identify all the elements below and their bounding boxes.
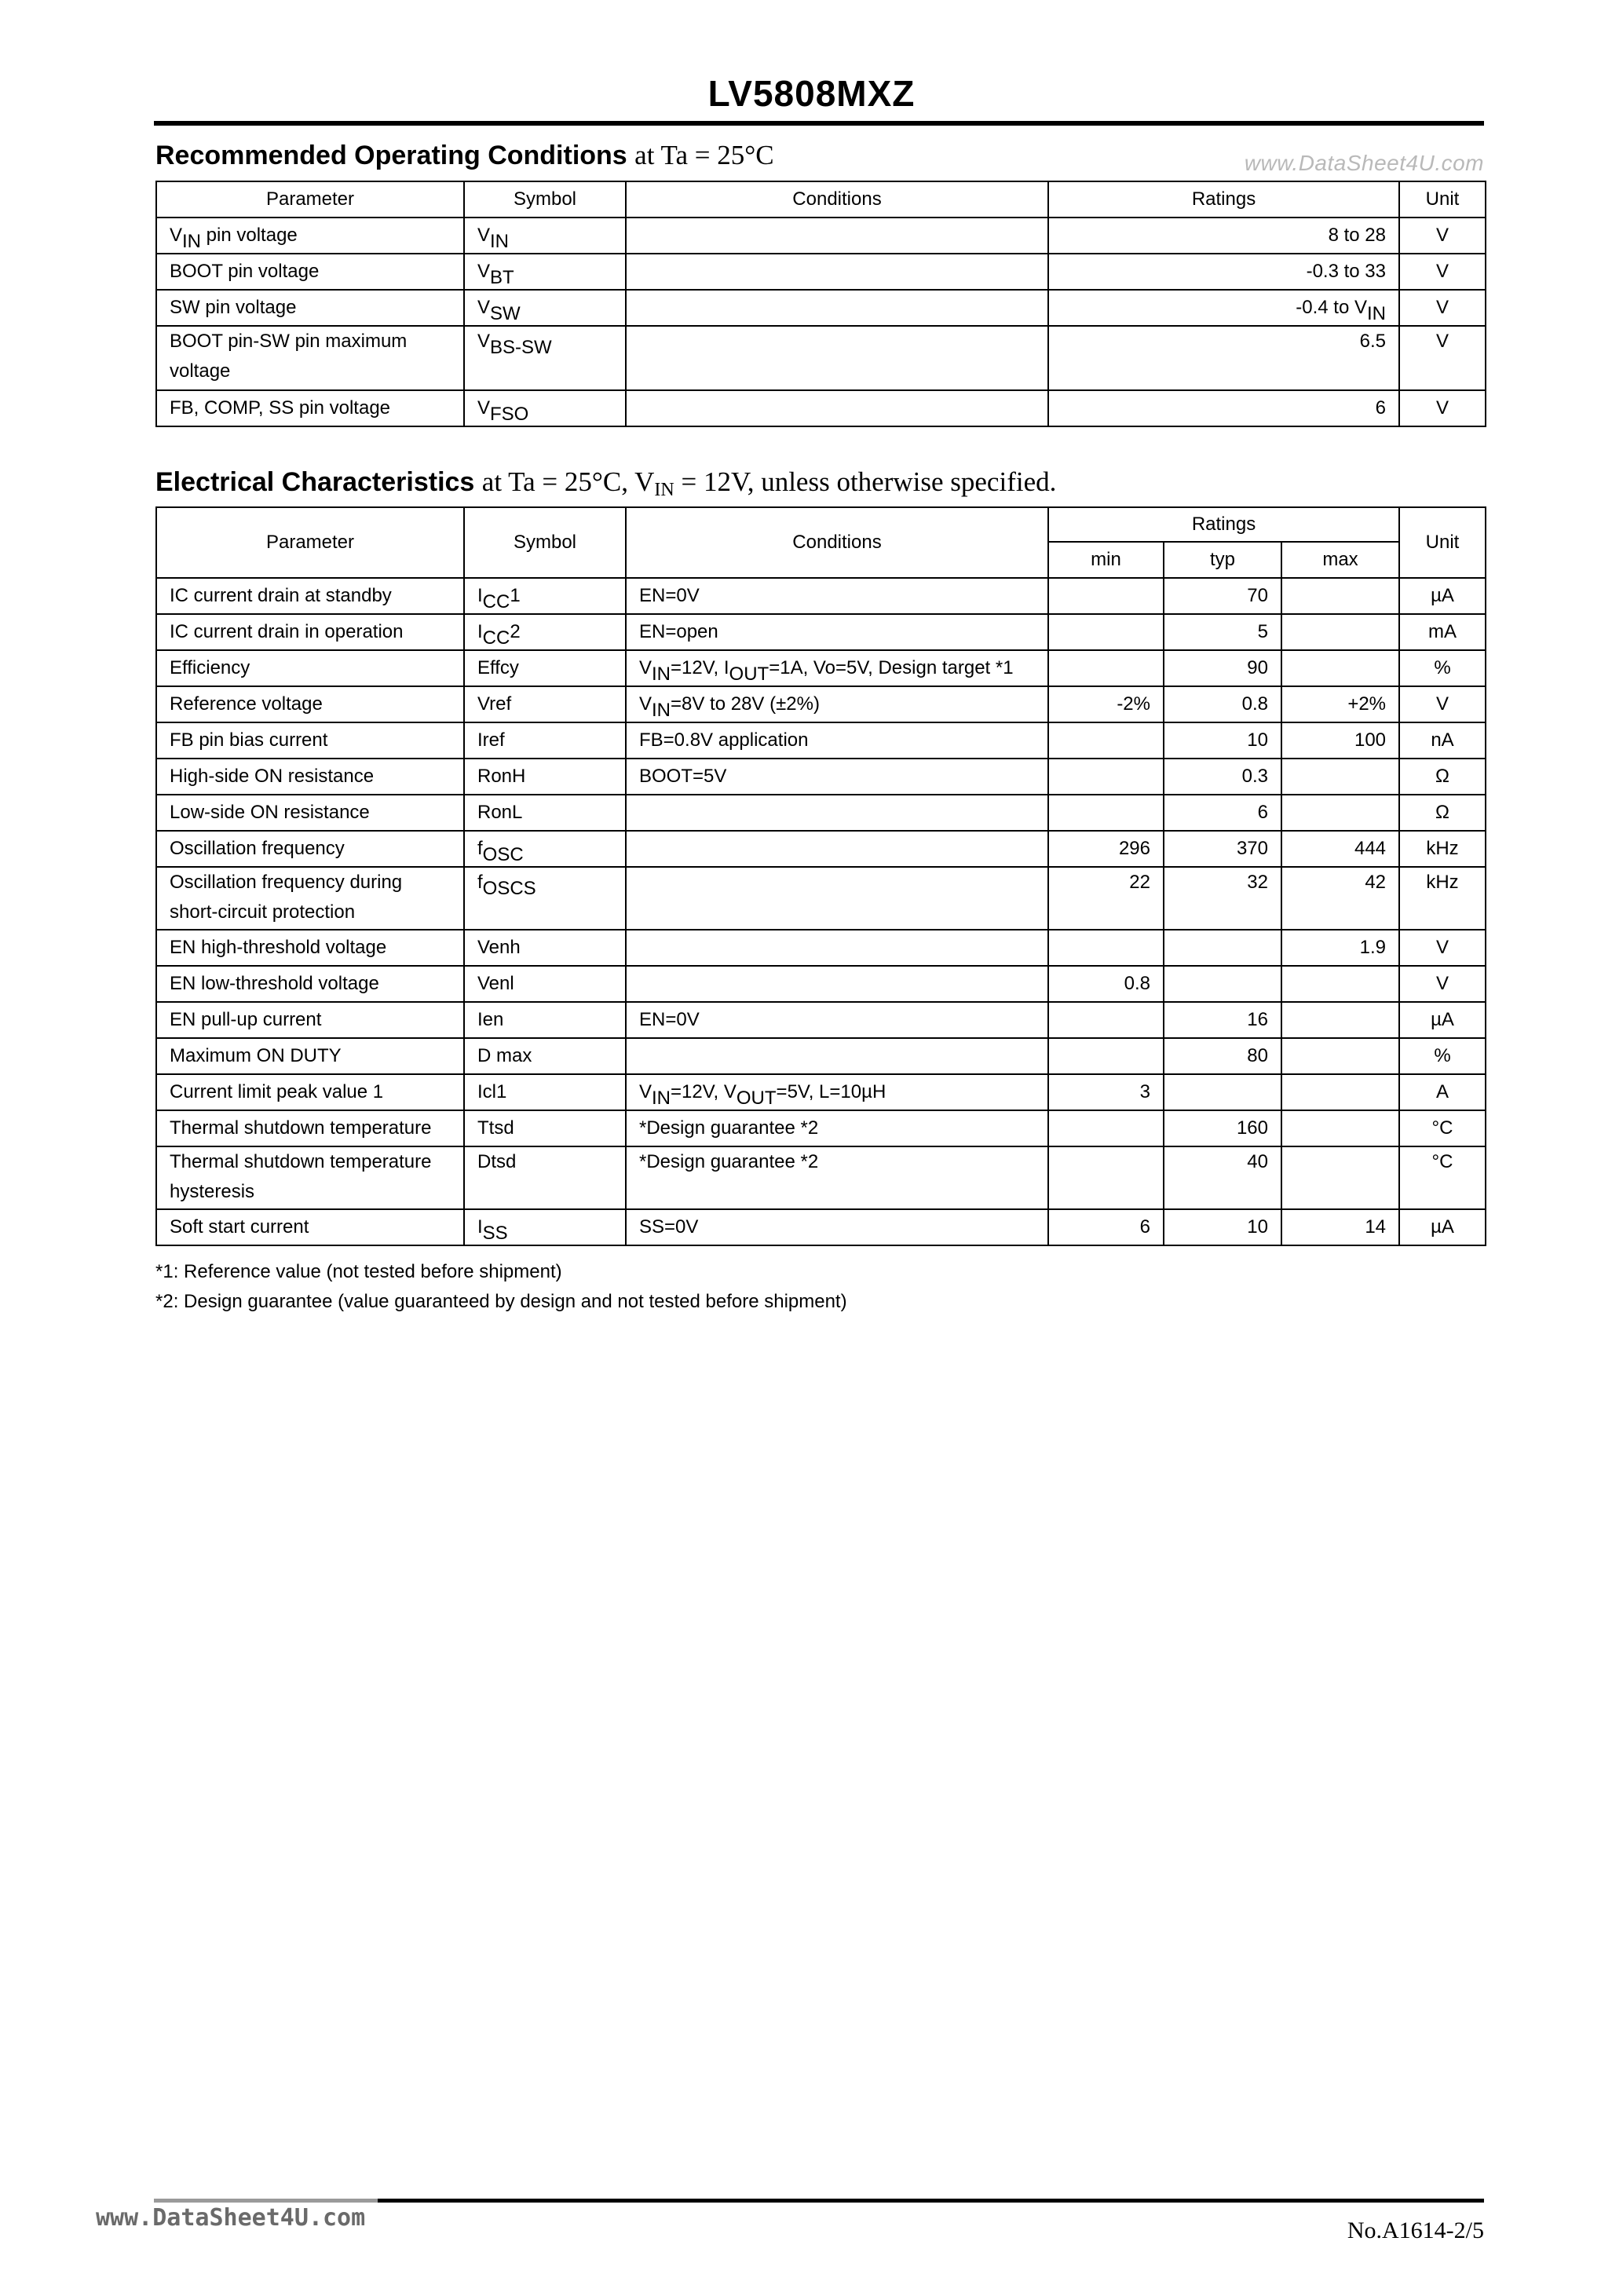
table-row [156, 686, 1486, 722]
max-cell: 444 [1281, 831, 1399, 867]
conditions-cell [626, 290, 1048, 326]
min-cell [1048, 578, 1164, 614]
min-cell: 3 [1048, 1074, 1164, 1110]
ec-col-min: min [1048, 542, 1164, 578]
conditions-cell [626, 867, 1048, 930]
param-cell: FB, COMP, SS pin voltage [156, 390, 464, 426]
max-cell [1281, 1002, 1399, 1038]
watermark-bottom: www.DataSheet4U.com [96, 2204, 366, 2232]
conditions-cell: *Design guarantee *2 [626, 1146, 1048, 1209]
footnote-2: *2: Design guarantee (value guaranteed by design and not tested before shipment) [155, 1291, 847, 1312]
conditions-cell [626, 831, 1048, 867]
roc-col-parameter: Parameter [156, 181, 464, 218]
symbol-cell: $I_{SS}$ [464, 1209, 626, 1245]
conditions-cell: $V_{IN}=12V$, $V_{OUT}=5V$, L=10µH [626, 1074, 1048, 1110]
ec-col-parameter: Parameter [156, 507, 464, 578]
table-row [156, 1074, 1486, 1110]
min-cell [1048, 614, 1164, 650]
unit-cell: V [1399, 390, 1486, 426]
unit-cell: V [1399, 218, 1486, 254]
param-cell: EN high-threshold voltage [156, 930, 464, 966]
ec-qualifier: at Ta = 25°C, $V_{IN} = 12V$, unless otherwise specified. [481, 466, 1057, 500]
symbol-cell: $f_{OSC}$ [464, 831, 626, 867]
table-row [156, 290, 1486, 326]
symbol-cell: RonL [464, 795, 626, 831]
unit-cell: V [1399, 290, 1486, 326]
conditions-cell: EN=open [626, 614, 1048, 650]
param-cell: $V_{IN}$ pin voltage [156, 218, 464, 254]
typ-cell: 0.3 [1164, 759, 1281, 795]
symbol-cell: $V_{BT}$ [464, 254, 626, 290]
max-cell: +2% [1281, 686, 1399, 722]
conditions-cell [626, 218, 1048, 254]
max-cell [1281, 1074, 1399, 1110]
typ-cell [1164, 1074, 1281, 1110]
unit-cell: V [1399, 930, 1486, 966]
param-cell: EN low-threshold voltage [156, 966, 464, 1002]
table-row [156, 831, 1486, 867]
symbol-cell: Venh [464, 930, 626, 966]
ec-col-symbol: Symbol [464, 507, 626, 578]
min-cell [1048, 759, 1164, 795]
rating-cell: 6.5 [1048, 326, 1399, 390]
symbol-cell: $V_{SW}$ [464, 290, 626, 326]
conditions-cell [626, 795, 1048, 831]
typ-cell: 160 [1164, 1110, 1281, 1146]
param-cell: Reference voltage [156, 686, 464, 722]
max-cell [1281, 759, 1399, 795]
param-cell: Maximum ON DUTY [156, 1038, 464, 1074]
symbol-cell: Icl1 [464, 1074, 626, 1110]
param-cell: Oscillation frequency during short-circuit protection [156, 867, 464, 930]
param-cell: BOOT pin voltage [156, 254, 464, 290]
param-cell: Current limit peak value 1 [156, 1074, 464, 1110]
ec-title: Electrical Characteristics [155, 467, 475, 497]
rating-cell: -0.3 to 33 [1048, 254, 1399, 290]
ec-col-unit: Unit [1399, 507, 1486, 578]
roc-col-conditions: Conditions [626, 181, 1048, 218]
roc-col-unit: Unit [1399, 181, 1486, 218]
rating-cell: -0.4 to $V_{IN}$ [1048, 290, 1399, 326]
ec-col-conditions: Conditions [626, 507, 1048, 578]
min-cell [1048, 930, 1164, 966]
roc-table [155, 181, 1486, 427]
min-cell: 0.8 [1048, 966, 1164, 1002]
ec-col-typ: typ [1164, 542, 1281, 578]
table-row [156, 1038, 1486, 1074]
conditions-cell [626, 326, 1048, 390]
roc-title: Recommended Operating Conditions [155, 141, 627, 170]
max-cell: 42 [1281, 867, 1399, 930]
symbol-cell: $V_{FSO}$ [464, 390, 626, 426]
page-number: No.A1614-2/5 [1347, 2217, 1484, 2243]
max-cell [1281, 578, 1399, 614]
unit-cell: V [1399, 326, 1486, 390]
param-cell: Oscillation frequency [156, 831, 464, 867]
table-row [156, 390, 1486, 426]
param-cell: Efficiency [156, 650, 464, 686]
typ-cell: 370 [1164, 831, 1281, 867]
table-row [156, 722, 1486, 759]
table-row [156, 930, 1486, 966]
table-row [156, 326, 1486, 390]
footer-rule-gray [154, 2199, 378, 2203]
typ-cell [1164, 966, 1281, 1002]
unit-cell: A [1399, 1074, 1486, 1110]
min-cell [1048, 795, 1164, 831]
table-row [156, 254, 1486, 290]
rating-cell: 6 [1048, 390, 1399, 426]
typ-cell: 70 [1164, 578, 1281, 614]
conditions-cell: $V_{IN}=8V$ to 28V (±2%) [626, 686, 1048, 722]
conditions-cell: $V_{IN}=12V$, $I_{OUT}=1A$, Vo=5V, Design target *1 [626, 650, 1048, 686]
footnote-1: *1: Reference value (not tested before shipment) [155, 1261, 562, 1282]
min-cell [1048, 1038, 1164, 1074]
min-cell [1048, 650, 1164, 686]
conditions-cell: EN=0V [626, 1002, 1048, 1038]
unit-cell: µA [1399, 1002, 1486, 1038]
max-cell: 14 [1281, 1209, 1399, 1245]
rating-cell: 8 to 28 [1048, 218, 1399, 254]
table-row [156, 867, 1486, 930]
footer-rule [378, 2199, 1484, 2203]
conditions-cell [626, 1038, 1048, 1074]
unit-cell: mA [1399, 614, 1486, 650]
param-cell: IC current drain at standby [156, 578, 464, 614]
conditions-cell: FB=0.8V application [626, 722, 1048, 759]
typ-cell: 10 [1164, 722, 1281, 759]
ec-table [155, 506, 1486, 1246]
symbol-cell: $f_{OSCS}$ [464, 867, 626, 930]
symbol-cell: Ttsd [464, 1110, 626, 1146]
symbol-cell: Effcy [464, 650, 626, 686]
table-row [156, 1110, 1486, 1146]
typ-cell: 40 [1164, 1146, 1281, 1209]
ec-heading [155, 466, 1056, 498]
max-cell [1281, 614, 1399, 650]
table-row [156, 759, 1486, 795]
param-cell: SW pin voltage [156, 290, 464, 326]
min-cell [1048, 1110, 1164, 1146]
symbol-cell: Vref [464, 686, 626, 722]
typ-cell: 16 [1164, 1002, 1281, 1038]
max-cell [1281, 795, 1399, 831]
unit-cell: °C [1399, 1146, 1486, 1209]
roc-qualifier: at Ta = 25°C [634, 140, 774, 170]
top-rule [154, 121, 1484, 126]
roc-col-symbol: Symbol [464, 181, 626, 218]
symbol-cell: D max [464, 1038, 626, 1074]
table-row [156, 1002, 1486, 1038]
roc-col-ratings: Ratings [1048, 181, 1399, 218]
typ-cell: 0.8 [1164, 686, 1281, 722]
symbol-cell: Dtsd [464, 1146, 626, 1209]
typ-cell [1164, 930, 1281, 966]
table-row [156, 966, 1486, 1002]
ec-col-ratings: Ratings [1048, 507, 1399, 542]
max-cell [1281, 1110, 1399, 1146]
param-cell: BOOT pin-SW pin maximum voltage [156, 326, 464, 390]
param-cell: EN pull-up current [156, 1002, 464, 1038]
unit-cell: kHz [1399, 831, 1486, 867]
symbol-cell: $V_{BS-SW}$ [464, 326, 626, 390]
unit-cell: V [1399, 966, 1486, 1002]
symbol-cell: Ien [464, 1002, 626, 1038]
conditions-cell: *Design guarantee *2 [626, 1110, 1048, 1146]
param-cell: Soft start current [156, 1209, 464, 1245]
conditions-cell [626, 390, 1048, 426]
symbol-cell: $I_{CC}2$ [464, 614, 626, 650]
conditions-cell [626, 254, 1048, 290]
ec-col-max: max [1281, 542, 1399, 578]
unit-cell: nA [1399, 722, 1486, 759]
unit-cell: Ω [1399, 795, 1486, 831]
conditions-cell: SS=0V [626, 1209, 1048, 1245]
symbol-cell: $V_{IN}$ [464, 218, 626, 254]
typ-cell: 6 [1164, 795, 1281, 831]
table-row [156, 795, 1486, 831]
max-cell [1281, 1038, 1399, 1074]
symbol-cell: RonH [464, 759, 626, 795]
conditions-cell [626, 930, 1048, 966]
unit-cell: kHz [1399, 867, 1486, 930]
conditions-cell [626, 966, 1048, 1002]
conditions-cell: BOOT=5V [626, 759, 1048, 795]
min-cell: 22 [1048, 867, 1164, 930]
roc-heading [155, 140, 774, 171]
table-row [156, 1209, 1486, 1245]
param-cell: High-side ON resistance [156, 759, 464, 795]
max-cell: 100 [1281, 722, 1399, 759]
param-cell: Thermal shutdown temperature [156, 1110, 464, 1146]
table-row [156, 218, 1486, 254]
unit-cell: % [1399, 650, 1486, 686]
typ-cell: 90 [1164, 650, 1281, 686]
unit-cell: V [1399, 254, 1486, 290]
symbol-cell: $I_{CC}1$ [464, 578, 626, 614]
typ-cell: 80 [1164, 1038, 1281, 1074]
param-cell: FB pin bias current [156, 722, 464, 759]
param-cell: Low-side ON resistance [156, 795, 464, 831]
typ-cell: 10 [1164, 1209, 1281, 1245]
typ-cell: 5 [1164, 614, 1281, 650]
max-cell [1281, 1146, 1399, 1209]
table-row [156, 1146, 1486, 1209]
watermark-top: www.DataSheet4U.com [1244, 151, 1484, 175]
unit-cell: % [1399, 1038, 1486, 1074]
min-cell: 6 [1048, 1209, 1164, 1245]
min-cell: -2% [1048, 686, 1164, 722]
unit-cell: µA [1399, 1209, 1486, 1245]
conditions-cell: EN=0V [626, 578, 1048, 614]
param-cell: IC current drain in operation [156, 614, 464, 650]
table-row [156, 650, 1486, 686]
table-row [156, 578, 1486, 614]
unit-cell: °C [1399, 1110, 1486, 1146]
max-cell: 1.9 [1281, 930, 1399, 966]
min-cell [1048, 1146, 1164, 1209]
symbol-cell: Venl [464, 966, 626, 1002]
unit-cell: Ω [1399, 759, 1486, 795]
unit-cell: V [1399, 686, 1486, 722]
param-cell: Thermal shutdown temperature hysteresis [156, 1146, 464, 1209]
max-cell [1281, 966, 1399, 1002]
min-cell [1048, 722, 1164, 759]
symbol-cell: Iref [464, 722, 626, 759]
max-cell [1281, 650, 1399, 686]
page-title: LV5808MXZ [707, 73, 916, 114]
min-cell [1048, 1002, 1164, 1038]
typ-cell: 32 [1164, 867, 1281, 930]
unit-cell: µA [1399, 578, 1486, 614]
min-cell: 296 [1048, 831, 1164, 867]
table-row [156, 614, 1486, 650]
